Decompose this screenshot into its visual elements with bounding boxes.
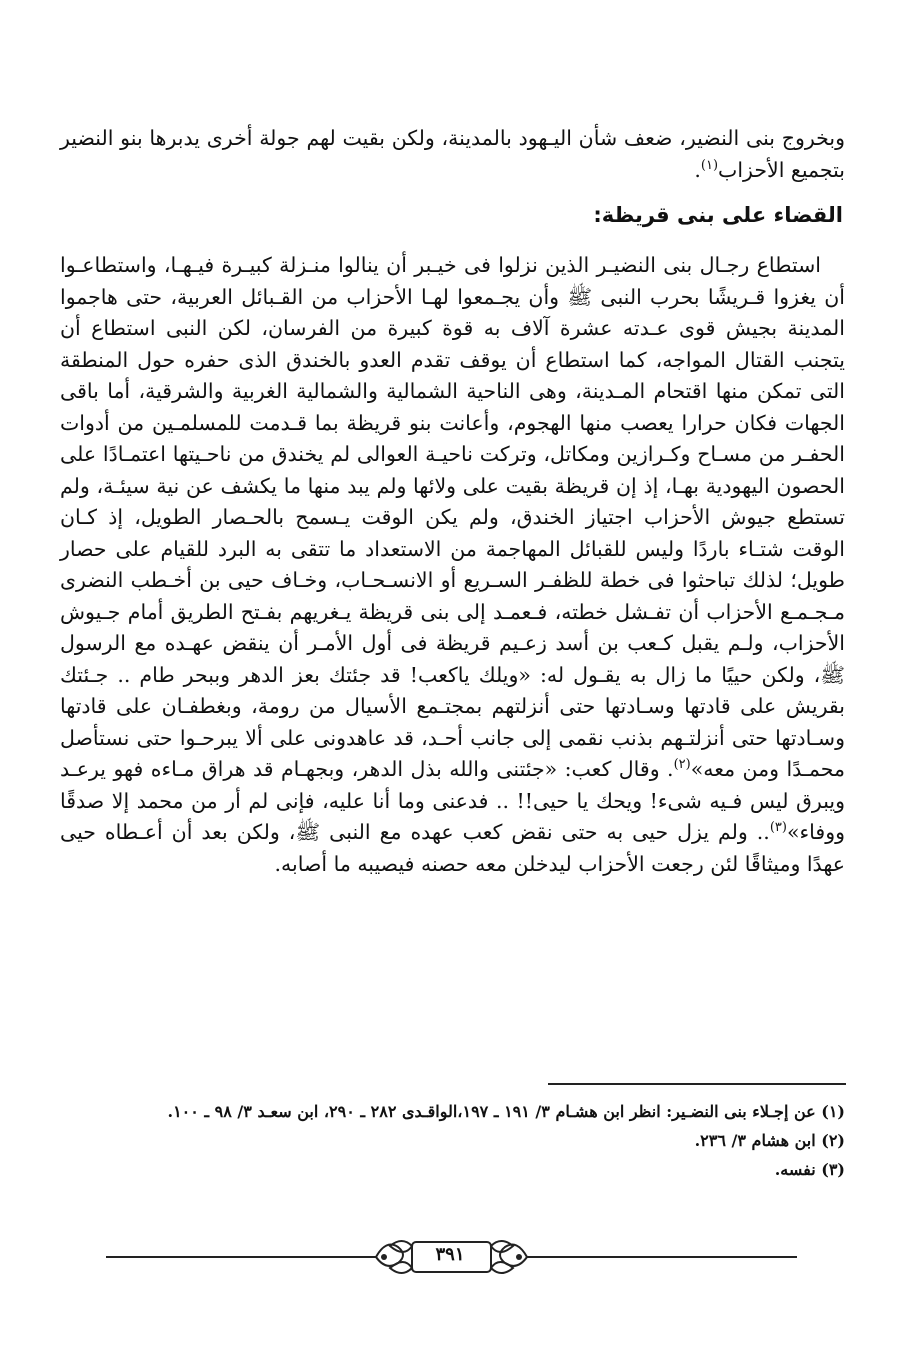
footnote-2: (٢) ابن هشام ٣/ ٢٣٦. [694, 1131, 845, 1150]
intro-end: . [694, 157, 701, 182]
main-text-part3: .. ولم يزل حيى به حتى نقض كعب عهده مع النبى ﷺ، ولكن بعد أن أعـطاه حيى عهدًا وميثاقًا لئن رجعت الأحزاب ليدخلن معه حصنه فيصيبه ما أصابه. [60, 820, 845, 876]
footnote-separator [548, 1083, 846, 1085]
page-number: ٣٩١ [435, 1244, 465, 1265]
footnote-3: (٣) نفسه. [774, 1160, 845, 1179]
main-paragraph [60, 250, 845, 880]
intro-text: وبخروج بنى النضير، ضعف شأن اليـهود بالمدينة، ولكن بقيت لهم جولة أخرى يدبرها بنو النضير بتجميع الأحزاب [60, 126, 846, 182]
footnote-1: (١) عن إجـلاء بنى النضـير: انظر ابن هشـام ٣/ ١٩١ ـ ١٩٧،الواقـدى ٢٨٢ ـ ٢٩٠، ابن سعـد ٣/ ٩٨ ـ ١٠٠. [167, 1102, 845, 1121]
intro-paragraph [60, 123, 845, 186]
footnote-ref-3[interactable]: (٣) [769, 820, 787, 836]
section-heading: القضاء على بنى قريظة: [593, 203, 843, 227]
footnote-ref-1[interactable]: (١) [700, 157, 719, 173]
footnote-ref-2[interactable]: (٢) [673, 757, 691, 773]
main-text-part1: استطاع رجـال بنى النضيـر الذين نزلوا فى خيـبر أن ينالوا منـزلة كبيـرة فيـهـا، واستطاعـوا أن يغزوا قـريشًا بحرب النبى ﷺ وأن يجـمعوا لهـا الأحزاب من القـبائل العربية، حتى هاجموا المدينة بجيش قوى عـدته عشرة آلاف به قوة كبيرة من الفرسان، لكن النبى استطاع أن يتجنب القتال المواجه، كما استطاع أن يوقف تقدم العدو بالخندق الذى حفره حول المنطقة التى تمكن منها اقتحام المـدينة، وهى الناحية الشمالية والشمالية الغربية والشرقية، أما باقى الجهات فكان حرارا يعصب منها الهجوم، وأعانت بنو قريظة بما قـدمت للمسلمـين من أدوات الحفـر من مسـاح وكـرازين ومكاتل، وتركت ناحيـة العوالى لم يخندق من ناحـيتها اعتمـادًا على الحصون اليهودية بهـا، إذ إن قريظة بقيت على ولائها ولم يبد منها ما يكشف عن نية سيئـة، ولم تستطع جيوش الأحزاب اجتياز الخندق، ولم يكن الوقت يـسمح بالحـصار الطويل، إذ كـان الوقت شتـاء باردًا وليس للقبائل المهاجمة من الاستعداد ما تتقى به البرد للقيام على حصار طويل؛ لذلك تباحثوا فى خطة للظفـر السـريع أو الانسـحـاب، وخـاف حيى بن أخـطب النضرى مـجـمـع الأحزاب أن تفـشل خطته، فـعمـد إلى بنى قريظة يـغريهم بفـتح الطريق أمام جـيوش الأحزاب، ولـم يقبل كـعب بن أسد زعـيم قريظة فى أول الأمـر أن ينقض عهـده مع الرسول ﷺ، ولكن حييًا ما زال به يقـول له: «ويلك ياكعب! قد جئتك بعز الدهر وببحر طام .. جـئتك بقريش على قادتها وسـادتها حتى أنزلتهم بمجتـمع الأسيال من رومة، وبغطفـان على قادتها وسـادتها حتى أنزلتـهم بذنب نقمى إلى جانب أحـد، قد عاهدونى على ألا يبرحـوا حتى نستأصل محمـدًا ومن معه» [60, 253, 845, 781]
footnotes [55, 1097, 845, 1184]
main-text-part2: . وقال كعب: «جئتنى والله بذل الدهر، وبجهـام قد هراق مـاءه فهو يرعـد ويبرق ليس فـيه شىء! ويحك يا حيى!! .. فدعنى وما أنا عليه، فإنى لم أر من محمد إلا صدقًا ووفاء» [60, 757, 845, 844]
